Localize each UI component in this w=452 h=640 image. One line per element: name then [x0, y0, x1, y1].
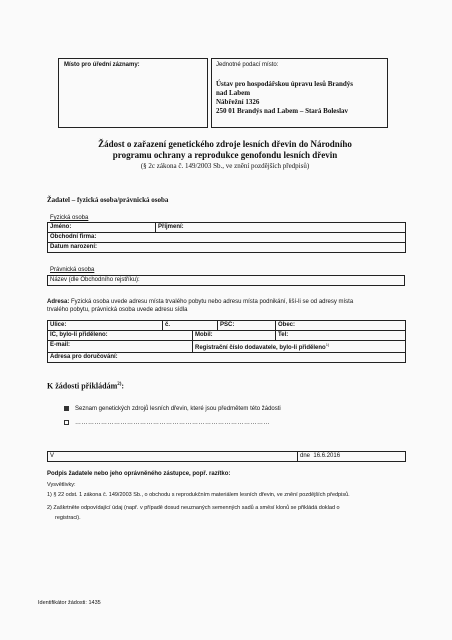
supplier-registration-label: Registrační číslo dodavatele, bylo-li přiděleno	[195, 345, 326, 351]
footnote-2-line-2: registraci).	[55, 515, 81, 521]
attachment-item-2	[64, 419, 270, 427]
application-id-value: 1435	[88, 600, 101, 606]
official-records-box	[58, 58, 208, 128]
email-field[interactable]: E-mail:	[48, 341, 193, 353]
street-field[interactable]: Ulice:	[48, 321, 163, 331]
form-title-line-1: Žádost o zařazení genetického zdroje lesních dřevin do Národního	[98, 139, 352, 149]
house-number-field[interactable]: č.	[163, 321, 218, 331]
city-field[interactable]: Obec:	[276, 321, 406, 331]
attachments-heading-sup: 2)	[117, 382, 122, 387]
attachment-2-checkbox[interactable]	[64, 420, 69, 425]
form-subtitle: (§ 2c zákona č. 149/2003 Sb., ve znění pozdějších předpisů)	[140, 162, 310, 170]
supplier-registration-field[interactable]	[193, 341, 406, 353]
place-field[interactable]: V	[48, 452, 298, 462]
mobile-field[interactable]: Mobil:	[193, 331, 276, 341]
natural-person-heading: Fyzická osoba	[50, 215, 89, 221]
receiving-office-label: Jednotné podací místo:	[216, 62, 279, 68]
supplier-registration-sup: 1)	[325, 342, 330, 347]
signature-label: Podpis žadatele nebo jeho oprávněného zástupce, popř. razítko:	[47, 471, 231, 477]
address-table	[47, 320, 406, 363]
address-note-line-2: trvalého pobytu, právnická osoba uvede adresu sídla	[47, 307, 188, 313]
attachment-item-1	[64, 405, 281, 413]
attachment-1-label: Seznam genetických zdrojů lesních dřevin, které jsou předmětem této žádosti	[75, 406, 281, 412]
attachments-heading: K žádosti přikládám$^{2)}$:	[47, 381, 125, 391]
attachments-heading-text: K žádosti přikládám	[47, 381, 118, 391]
office-line-3: Nábřežní 1326	[216, 98, 260, 106]
address-note-line-1: Fyzická osoba uvede adresu místa trvalého pobytu nebo adresu místa podnikání, liší-li se od adresy místa	[69, 299, 354, 305]
delivery-address-field[interactable]: Adresa pro doručování:	[48, 353, 406, 363]
footnote-2-line-1: 2) Zaškrtněte odpovídající údaj (např. v případě dosud neuznaných semenných sadů a směsí klonů se přikládá doklad o	[47, 505, 340, 511]
office-line-1: Ústav pro hospodářskou úpravu lesů Brandýs	[216, 80, 353, 88]
first-name-field[interactable]: Jméno:	[48, 223, 156, 233]
applicant-heading: Žadatel – fyzická osoba/právnická osoba	[47, 196, 169, 204]
phone-field[interactable]: Tel:	[276, 331, 406, 341]
birth-date-field[interactable]: Datum narození:	[48, 243, 406, 253]
attachment-1-checkbox[interactable]	[64, 406, 69, 411]
office-line-4: 250 01 Brandýs nad Labem – Stará Boleslav	[216, 107, 349, 115]
company-name-field[interactable]: Název (dle Obchodního rejstříku):	[48, 276, 405, 286]
date-field[interactable]	[298, 452, 406, 462]
company-id-field[interactable]: IČ, bylo-li přiděleno:	[48, 331, 193, 341]
address-note-label: Adresa:	[47, 299, 70, 305]
office-line-2: nad Labem	[216, 89, 251, 97]
application-id-label: Identifikátor žádosti:	[38, 600, 87, 606]
legal-person-heading: Právnická osoba	[50, 267, 95, 273]
attachment-2-label: ………………………………………………………………………………	[75, 420, 270, 426]
official-records-label: Místo pro úřední záznamy:	[64, 62, 140, 68]
natural-person-table	[47, 222, 406, 253]
receiving-office-box	[211, 58, 388, 128]
notes-heading: Vysvětlivky:	[47, 482, 76, 488]
date-value: 16.6.2016	[313, 453, 341, 459]
place-date-table	[47, 451, 406, 462]
form-title-line-2: programu ochrany a reprodukce genofondu lesních dřevin	[112, 150, 338, 160]
application-id	[38, 600, 101, 607]
postal-code-field[interactable]: PSČ:	[218, 321, 276, 331]
date-label: dne	[300, 453, 311, 459]
last-name-field[interactable]: Příjmení:	[156, 223, 406, 233]
business-name-field[interactable]: Obchodní firma:	[48, 233, 406, 243]
address-note	[47, 298, 417, 306]
legal-person-table	[47, 275, 405, 286]
footnote-1: 1) § 22 odst. 1 zákona č. 149/2003 Sb., o obchodu s reprodukčním materiálem lesních dřevin, ve znění pozdějších předpisů.	[47, 492, 350, 498]
